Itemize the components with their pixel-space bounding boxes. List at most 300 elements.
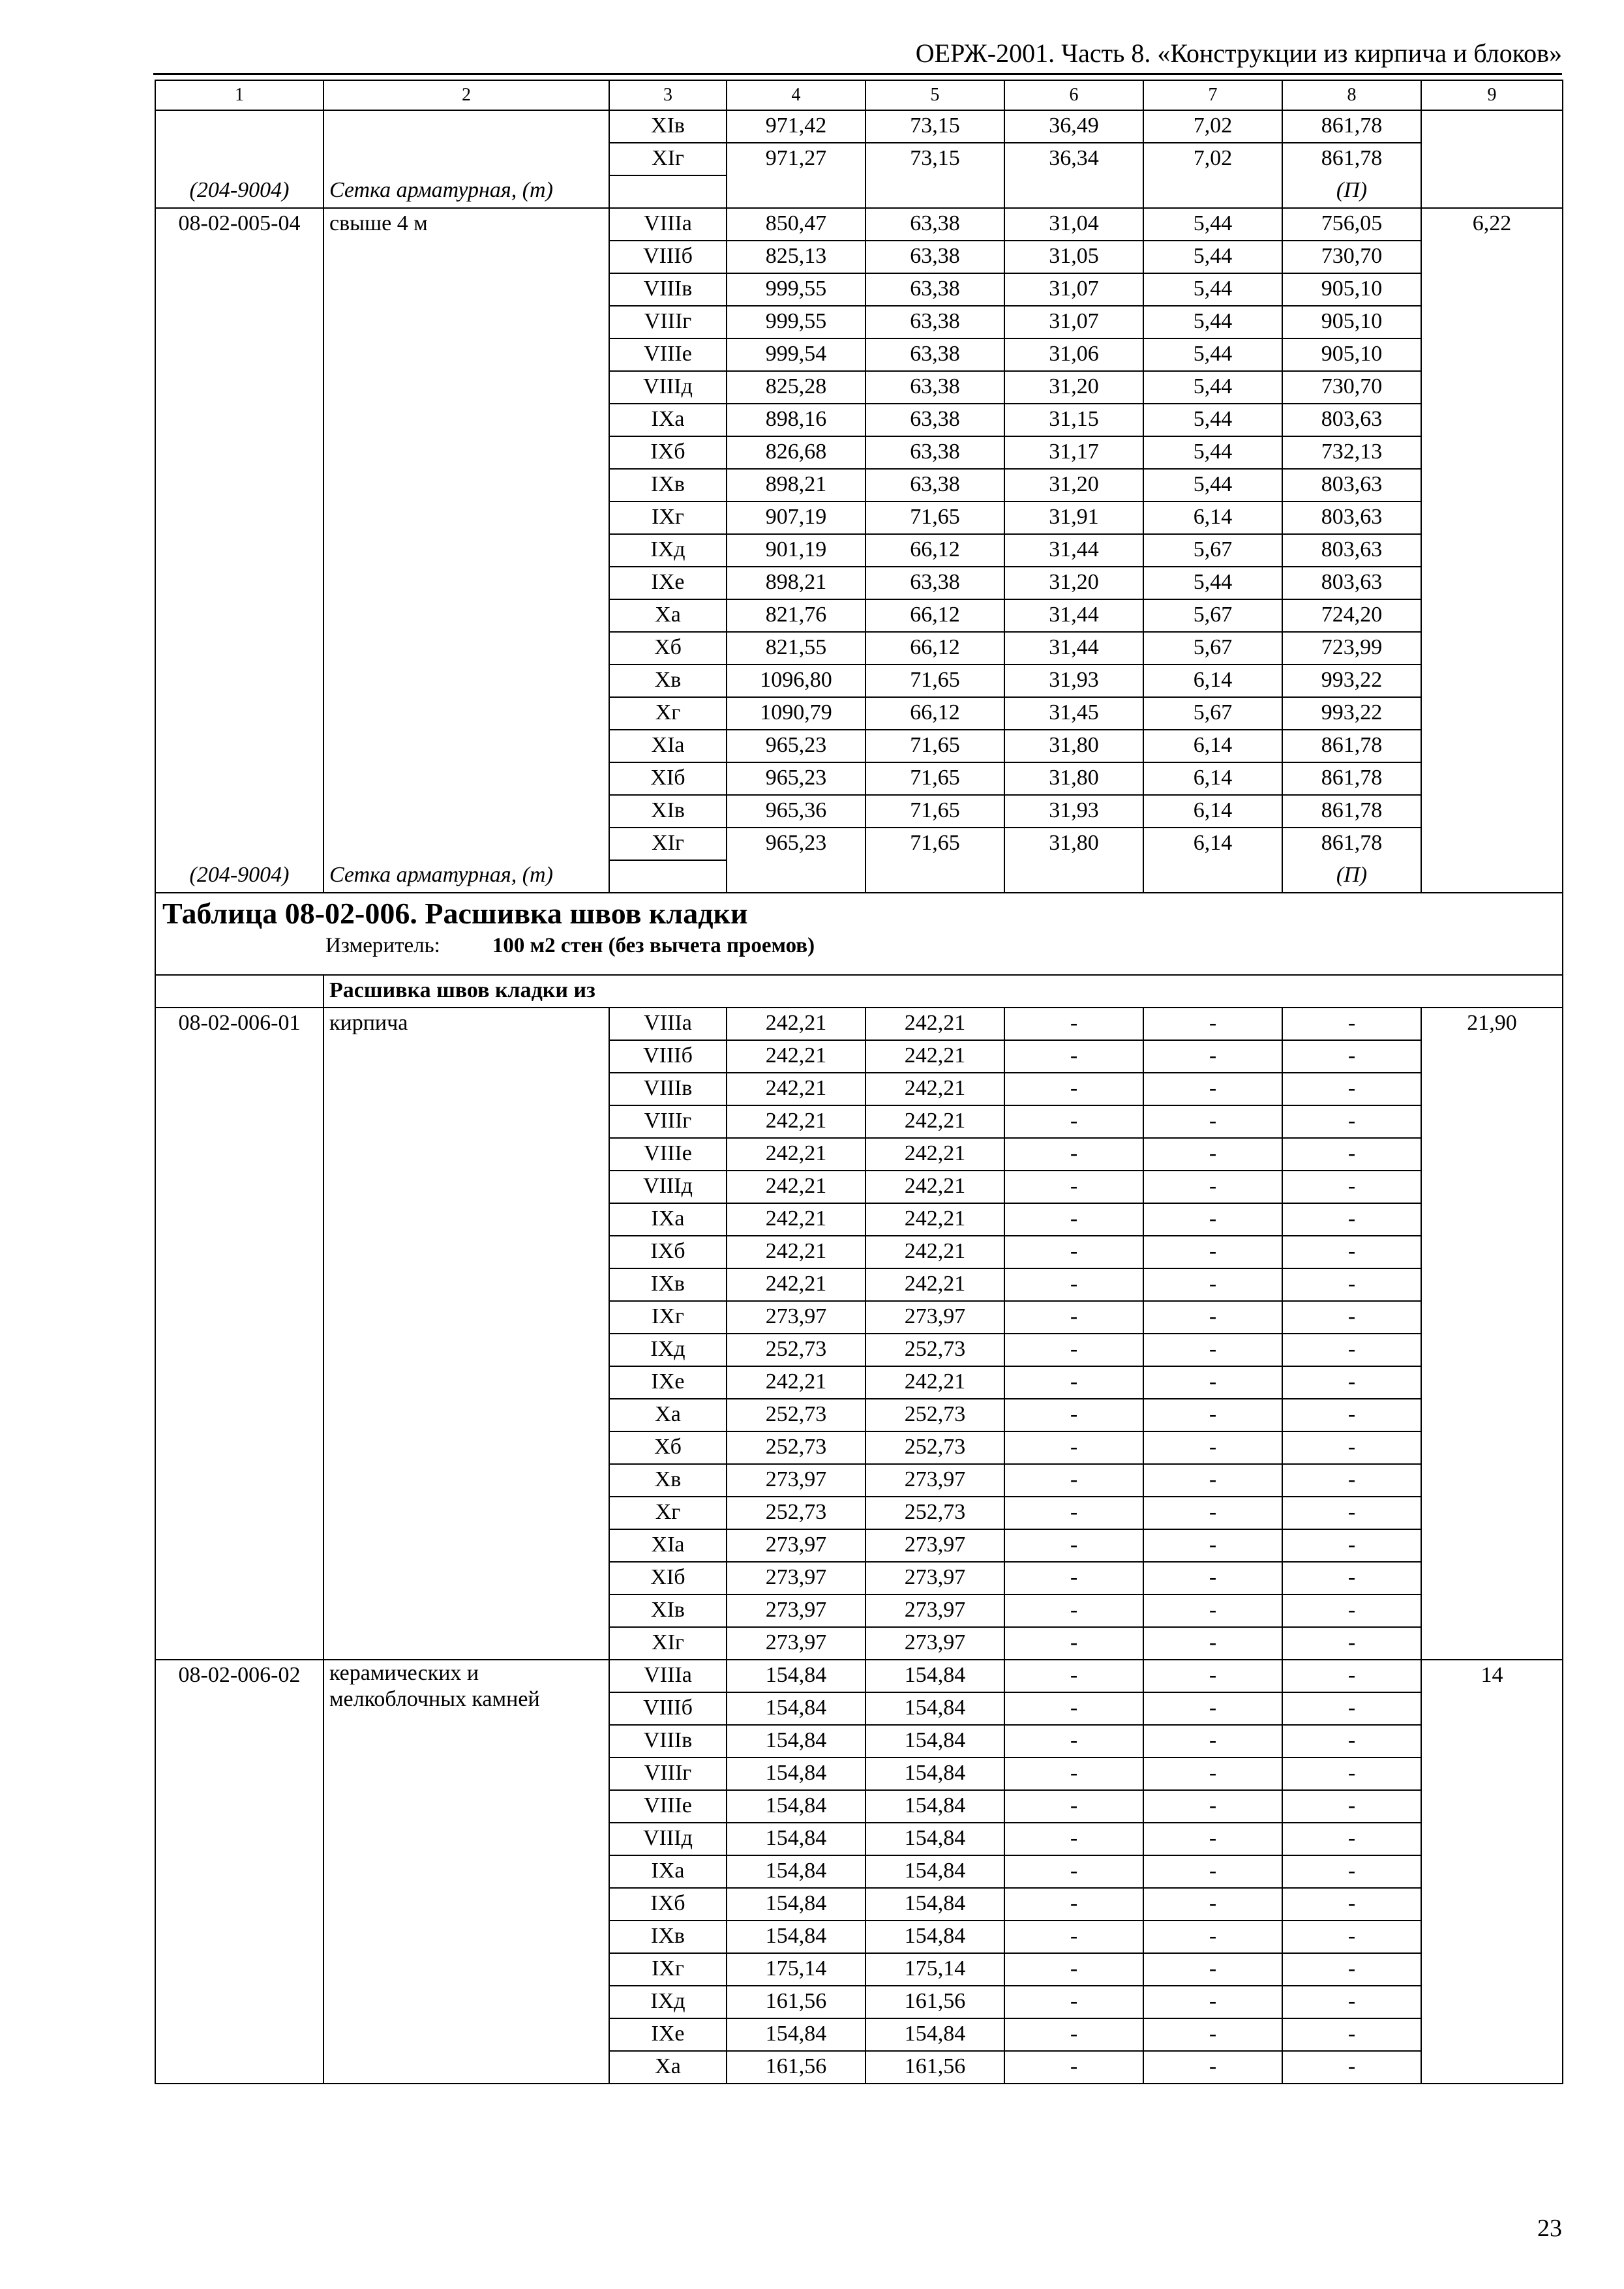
value-cell: -: [1282, 1008, 1421, 1040]
value-cell: ХIг: [609, 828, 727, 860]
value-cell: -: [1004, 1399, 1143, 1431]
value-cell: VIIIа: [609, 208, 727, 241]
value-cell: 242,21: [865, 1171, 1004, 1203]
value-cell: -: [1282, 1040, 1421, 1073]
value-cell: 154,84: [865, 1758, 1004, 1790]
material-empty: [1143, 175, 1282, 208]
value-cell: -: [1004, 1366, 1143, 1399]
value-cell: 905,10: [1282, 273, 1421, 306]
value-cell: -: [1143, 1921, 1282, 1953]
value-cell: 73,15: [865, 143, 1004, 175]
value-cell: IХд: [609, 1986, 727, 2018]
value-cell: -: [1143, 1627, 1282, 1660]
page-number: 23: [1537, 2215, 1562, 2242]
value-cell: 31,07: [1004, 273, 1143, 306]
value-cell: 154,84: [727, 1660, 865, 1692]
value-cell: 6,14: [1143, 665, 1282, 697]
value-cell: 73,15: [865, 110, 1004, 143]
value-cell: 5,67: [1143, 599, 1282, 632]
value-cell: 154,84: [865, 1692, 1004, 1725]
value-cell: 154,84: [865, 1823, 1004, 1855]
table-body: [155, 80, 1563, 2084]
value-cell: 898,16: [727, 404, 865, 436]
value-cell: -: [1282, 1464, 1421, 1497]
value-cell: 905,10: [1282, 338, 1421, 371]
value-cell: 71,65: [865, 795, 1004, 828]
material-unit: (П): [1282, 860, 1421, 893]
value-cell: 31,20: [1004, 469, 1143, 501]
value-cell: -: [1282, 1203, 1421, 1236]
value-cell: -: [1143, 1399, 1282, 1431]
value-cell: -: [1282, 1692, 1421, 1725]
meter-line: [156, 933, 1562, 959]
value-cell: 5,44: [1143, 436, 1282, 469]
value-cell: -: [1282, 1301, 1421, 1334]
value-cell: VIIIг: [609, 1105, 727, 1138]
material-empty: [609, 860, 727, 893]
value-cell: 826,68: [727, 436, 865, 469]
value-cell: 6,14: [1143, 501, 1282, 534]
name-cell: свыше 4 м: [323, 208, 609, 860]
value-cell: IХв: [609, 1921, 727, 1953]
value-cell: 31,80: [1004, 762, 1143, 795]
value-cell: -: [1004, 1888, 1143, 1921]
value-cell: 5,67: [1143, 632, 1282, 665]
value-cell: -: [1004, 1692, 1143, 1725]
value-cell: VIIIа: [609, 1660, 727, 1692]
value-cell: 732,13: [1282, 436, 1421, 469]
value-cell: 252,73: [865, 1334, 1004, 1366]
value-cell: 7,02: [1143, 143, 1282, 175]
value-cell: 273,97: [865, 1594, 1004, 1627]
code-cell: [155, 110, 323, 175]
value-cell: -: [1282, 1171, 1421, 1203]
value-cell: ХIв: [609, 110, 727, 143]
value-cell: ХIб: [609, 1562, 727, 1594]
material-empty: [865, 860, 1004, 893]
value-cell: Хг: [609, 697, 727, 730]
value-cell: -: [1282, 1562, 1421, 1594]
value-cell: -: [1282, 1790, 1421, 1823]
value-cell: 31,80: [1004, 828, 1143, 860]
value-cell: 5,44: [1143, 273, 1282, 306]
value-cell: VIIIд: [609, 1171, 727, 1203]
value-cell: 31,44: [1004, 599, 1143, 632]
value-cell: 242,21: [727, 1366, 865, 1399]
value-cell: -: [1004, 1823, 1143, 1855]
value-cell: 965,23: [727, 730, 865, 762]
value-cell: 161,56: [865, 1986, 1004, 2018]
value-cell: 252,73: [727, 1497, 865, 1529]
value-cell: -: [1282, 1236, 1421, 1268]
value-cell: 31,15: [1004, 404, 1143, 436]
value-cell: 71,65: [865, 762, 1004, 795]
value-cell: 252,73: [865, 1399, 1004, 1431]
value-cell: -: [1282, 1888, 1421, 1921]
value-cell: -: [1143, 1529, 1282, 1562]
value-cell: -: [1004, 1138, 1143, 1171]
value-cell: ХIа: [609, 730, 727, 762]
value-cell: 850,47: [727, 208, 865, 241]
value-cell: VIIIв: [609, 273, 727, 306]
value-cell: IХа: [609, 1855, 727, 1888]
col9-cell: 6,22: [1421, 208, 1563, 893]
value-cell: 63,38: [865, 469, 1004, 501]
value-cell: 861,78: [1282, 143, 1421, 175]
value-cell: 861,78: [1282, 828, 1421, 860]
column-number: 7: [1143, 80, 1282, 110]
value-cell: ХIг: [609, 143, 727, 175]
value-cell: 803,63: [1282, 534, 1421, 567]
value-cell: 242,21: [727, 1171, 865, 1203]
value-cell: IХа: [609, 404, 727, 436]
value-cell: IХб: [609, 1888, 727, 1921]
value-cell: 154,84: [727, 1692, 865, 1725]
material-empty: [865, 175, 1004, 208]
value-cell: -: [1004, 1268, 1143, 1301]
column-number: 4: [727, 80, 865, 110]
value-cell: 965,23: [727, 828, 865, 860]
value-cell: VIIIе: [609, 1790, 727, 1823]
value-cell: 273,97: [865, 1562, 1004, 1594]
value-cell: -: [1143, 1594, 1282, 1627]
value-cell: 825,28: [727, 371, 865, 404]
value-cell: 993,22: [1282, 665, 1421, 697]
value-cell: IХв: [609, 469, 727, 501]
value-cell: IХг: [609, 1953, 727, 1986]
table-title-row: [155, 893, 1563, 975]
value-cell: 242,21: [727, 1073, 865, 1105]
value-cell: 63,38: [865, 273, 1004, 306]
price-table: [155, 80, 1563, 2084]
material-code: (204-9004): [155, 175, 323, 208]
column-number: 5: [865, 80, 1004, 110]
value-cell: 5,67: [1143, 697, 1282, 730]
value-cell: 803,63: [1282, 469, 1421, 501]
value-cell: 242,21: [727, 1268, 865, 1301]
value-cell: 825,13: [727, 241, 865, 273]
material-unit: (П): [1282, 175, 1421, 208]
meter-label: Измеритель:: [325, 934, 440, 957]
value-cell: -: [1143, 1986, 1282, 2018]
material-empty: [727, 175, 865, 208]
value-cell: 6,14: [1143, 762, 1282, 795]
value-cell: 6,14: [1143, 828, 1282, 860]
column-number: 1: [155, 80, 323, 110]
value-cell: Хв: [609, 665, 727, 697]
value-cell: Ха: [609, 599, 727, 632]
value-cell: -: [1004, 1171, 1143, 1203]
value-cell: 242,21: [727, 1203, 865, 1236]
value-cell: -: [1143, 1073, 1282, 1105]
value-cell: VIIIб: [609, 1692, 727, 1725]
value-cell: 901,19: [727, 534, 865, 567]
value-cell: VIIIг: [609, 1758, 727, 1790]
value-cell: 861,78: [1282, 730, 1421, 762]
value-cell: -: [1282, 1855, 1421, 1888]
value-cell: 971,42: [727, 110, 865, 143]
value-cell: 154,84: [865, 1725, 1004, 1758]
value-cell: IХе: [609, 2018, 727, 2051]
value-cell: 724,20: [1282, 599, 1421, 632]
code-cell: 08-02-006-02: [155, 1660, 323, 2084]
value-cell: 242,21: [727, 1236, 865, 1268]
value-cell: -: [1143, 1725, 1282, 1758]
material-name: Сетка арматурная, (т): [323, 860, 609, 893]
material-row: [155, 175, 1563, 208]
value-cell: 63,38: [865, 567, 1004, 599]
value-cell: 999,54: [727, 338, 865, 371]
value-cell: -: [1004, 1529, 1143, 1562]
value-cell: 161,56: [865, 2051, 1004, 2084]
value-cell: -: [1143, 1334, 1282, 1366]
value-cell: 63,38: [865, 208, 1004, 241]
value-cell: -: [1004, 1562, 1143, 1594]
value-cell: 971,27: [727, 143, 865, 175]
value-cell: -: [1282, 1105, 1421, 1138]
value-cell: -: [1004, 1953, 1143, 1986]
value-cell: -: [1282, 1823, 1421, 1855]
value-cell: -: [1004, 1334, 1143, 1366]
value-cell: 861,78: [1282, 795, 1421, 828]
column-number: 6: [1004, 80, 1143, 110]
value-cell: 242,21: [865, 1366, 1004, 1399]
value-cell: -: [1282, 1073, 1421, 1105]
value-cell: ХIв: [609, 1594, 727, 1627]
value-cell: -: [1143, 1366, 1282, 1399]
value-cell: 1096,80: [727, 665, 865, 697]
value-cell: 821,55: [727, 632, 865, 665]
value-cell: -: [1004, 2018, 1143, 2051]
value-cell: -: [1143, 1040, 1282, 1073]
page-header: ОЕРЖ-2001. Часть 8. «Конструкции из кирпича и блоков»: [915, 38, 1562, 68]
material-code: (204-9004): [155, 860, 323, 893]
value-cell: -: [1143, 1431, 1282, 1464]
value-cell: -: [1282, 1660, 1421, 1692]
subheader-empty: [155, 975, 323, 1008]
value-cell: 71,65: [865, 730, 1004, 762]
value-cell: 965,23: [727, 762, 865, 795]
value-cell: -: [1282, 2018, 1421, 2051]
value-cell: 154,84: [727, 2018, 865, 2051]
value-cell: 242,21: [865, 1105, 1004, 1138]
value-cell: 154,84: [727, 1855, 865, 1888]
value-cell: 756,05: [1282, 208, 1421, 241]
value-cell: -: [1004, 1236, 1143, 1268]
value-cell: 242,21: [727, 1040, 865, 1073]
value-cell: Хб: [609, 632, 727, 665]
value-cell: 154,84: [865, 2018, 1004, 2051]
value-cell: -: [1004, 1627, 1143, 1660]
value-cell: 861,78: [1282, 110, 1421, 143]
value-cell: 31,20: [1004, 371, 1143, 404]
value-cell: 5,44: [1143, 241, 1282, 273]
value-cell: 154,84: [727, 1790, 865, 1823]
value-cell: 898,21: [727, 469, 865, 501]
value-cell: VIIIд: [609, 371, 727, 404]
value-cell: 31,07: [1004, 306, 1143, 338]
value-cell: 154,84: [727, 1921, 865, 1953]
value-cell: 175,14: [727, 1953, 865, 1986]
value-cell: -: [1143, 1790, 1282, 1823]
value-cell: 63,38: [865, 404, 1004, 436]
material-empty: [1004, 175, 1143, 208]
material-empty: [727, 860, 865, 893]
value-cell: -: [1282, 1921, 1421, 1953]
value-cell: 154,84: [727, 1888, 865, 1921]
header-rule: [153, 73, 1562, 75]
value-cell: -: [1004, 1594, 1143, 1627]
value-cell: 31,80: [1004, 730, 1143, 762]
value-cell: IХг: [609, 501, 727, 534]
value-cell: -: [1004, 1105, 1143, 1138]
value-cell: -: [1143, 1823, 1282, 1855]
value-cell: Хв: [609, 1464, 727, 1497]
table-row: [155, 110, 1563, 143]
value-cell: 31,93: [1004, 665, 1143, 697]
value-cell: 66,12: [865, 534, 1004, 567]
value-cell: -: [1282, 1986, 1421, 2018]
value-cell: -: [1143, 1692, 1282, 1725]
value-cell: ХIб: [609, 762, 727, 795]
value-cell: 161,56: [727, 1986, 865, 2018]
column-number: 2: [323, 80, 609, 110]
value-cell: -: [1282, 1366, 1421, 1399]
column-number-row: [155, 80, 1563, 110]
value-cell: 154,84: [865, 1855, 1004, 1888]
value-cell: 31,93: [1004, 795, 1143, 828]
value-cell: 5,44: [1143, 306, 1282, 338]
value-cell: -: [1004, 1497, 1143, 1529]
subheader-row: [155, 975, 1563, 1008]
value-cell: 273,97: [727, 1301, 865, 1334]
value-cell: 66,12: [865, 632, 1004, 665]
value-cell: -: [1282, 1399, 1421, 1431]
value-cell: VIIIа: [609, 1008, 727, 1040]
value-cell: 273,97: [727, 1594, 865, 1627]
col9-cell: 14: [1421, 1660, 1563, 2084]
value-cell: 31,44: [1004, 534, 1143, 567]
value-cell: 66,12: [865, 599, 1004, 632]
value-cell: 242,21: [865, 1138, 1004, 1171]
name-cell: [323, 110, 609, 175]
value-cell: 730,70: [1282, 371, 1421, 404]
value-cell: -: [1004, 1040, 1143, 1073]
value-cell: -: [1143, 1660, 1282, 1692]
value-cell: 161,56: [727, 2051, 865, 2084]
name-cell: кирпича: [323, 1008, 609, 1660]
value-cell: -: [1143, 1888, 1282, 1921]
value-cell: -: [1004, 1008, 1143, 1040]
value-cell: 252,73: [727, 1431, 865, 1464]
value-cell: 5,44: [1143, 567, 1282, 599]
value-cell: 242,21: [865, 1236, 1004, 1268]
value-cell: 907,19: [727, 501, 865, 534]
value-cell: -: [1282, 1725, 1421, 1758]
value-cell: ХIв: [609, 795, 727, 828]
value-cell: 273,97: [727, 1529, 865, 1562]
material-empty: [1143, 860, 1282, 893]
value-cell: 273,97: [865, 1627, 1004, 1660]
value-cell: 273,97: [865, 1529, 1004, 1562]
value-cell: -: [1004, 1203, 1143, 1236]
subheader: Расшивка швов кладки из: [323, 975, 1563, 1008]
value-cell: 242,21: [727, 1008, 865, 1040]
value-cell: -: [1282, 2051, 1421, 2084]
value-cell: 999,55: [727, 306, 865, 338]
value-cell: -: [1004, 1660, 1143, 1692]
material-row: [155, 860, 1563, 893]
value-cell: 242,21: [865, 1073, 1004, 1105]
value-cell: 861,78: [1282, 762, 1421, 795]
table-title: Таблица 08-02-006. Расшивка швов кладки: [162, 897, 748, 930]
value-cell: 273,97: [865, 1301, 1004, 1334]
value-cell: ХIг: [609, 1627, 727, 1660]
value-cell: VIIIв: [609, 1725, 727, 1758]
value-cell: -: [1004, 1725, 1143, 1758]
value-cell: IХе: [609, 1366, 727, 1399]
value-cell: 31,91: [1004, 501, 1143, 534]
value-cell: -: [1282, 1953, 1421, 1986]
table-title-cell: [155, 893, 1563, 975]
value-cell: -: [1143, 1171, 1282, 1203]
value-cell: IХв: [609, 1268, 727, 1301]
value-cell: 154,84: [865, 1921, 1004, 1953]
value-cell: 5,44: [1143, 208, 1282, 241]
value-cell: 252,73: [865, 1497, 1004, 1529]
value-cell: 803,63: [1282, 501, 1421, 534]
col9-cell: [1421, 110, 1563, 208]
value-cell: 252,73: [865, 1431, 1004, 1464]
value-cell: -: [1143, 1855, 1282, 1888]
value-cell: -: [1143, 1562, 1282, 1594]
value-cell: IХб: [609, 436, 727, 469]
value-cell: -: [1143, 2018, 1282, 2051]
value-cell: -: [1143, 1105, 1282, 1138]
value-cell: 66,12: [865, 697, 1004, 730]
value-cell: 154,84: [865, 1790, 1004, 1823]
value-cell: 154,84: [727, 1725, 865, 1758]
value-cell: 242,21: [865, 1008, 1004, 1040]
value-cell: 730,70: [1282, 241, 1421, 273]
value-cell: 6,14: [1143, 730, 1282, 762]
value-cell: VIIIб: [609, 241, 727, 273]
value-cell: VIIIб: [609, 1040, 727, 1073]
value-cell: 154,84: [727, 1823, 865, 1855]
value-cell: 31,04: [1004, 208, 1143, 241]
value-cell: IХд: [609, 1334, 727, 1366]
value-cell: -: [1282, 1529, 1421, 1562]
value-cell: -: [1004, 2051, 1143, 2084]
value-cell: 723,99: [1282, 632, 1421, 665]
value-cell: 1090,79: [727, 697, 865, 730]
value-cell: 242,21: [865, 1268, 1004, 1301]
value-cell: -: [1004, 1790, 1143, 1823]
value-cell: -: [1143, 2051, 1282, 2084]
value-cell: 31,20: [1004, 567, 1143, 599]
material-empty: [1004, 860, 1143, 893]
value-cell: -: [1143, 1008, 1282, 1040]
value-cell: -: [1004, 1921, 1143, 1953]
value-cell: 71,65: [865, 828, 1004, 860]
value-cell: 803,63: [1282, 404, 1421, 436]
value-cell: -: [1143, 1301, 1282, 1334]
value-cell: 63,38: [865, 436, 1004, 469]
column-number: 8: [1282, 80, 1421, 110]
value-cell: 821,76: [727, 599, 865, 632]
name-cell: [323, 1660, 609, 2084]
value-cell: 63,38: [865, 338, 1004, 371]
